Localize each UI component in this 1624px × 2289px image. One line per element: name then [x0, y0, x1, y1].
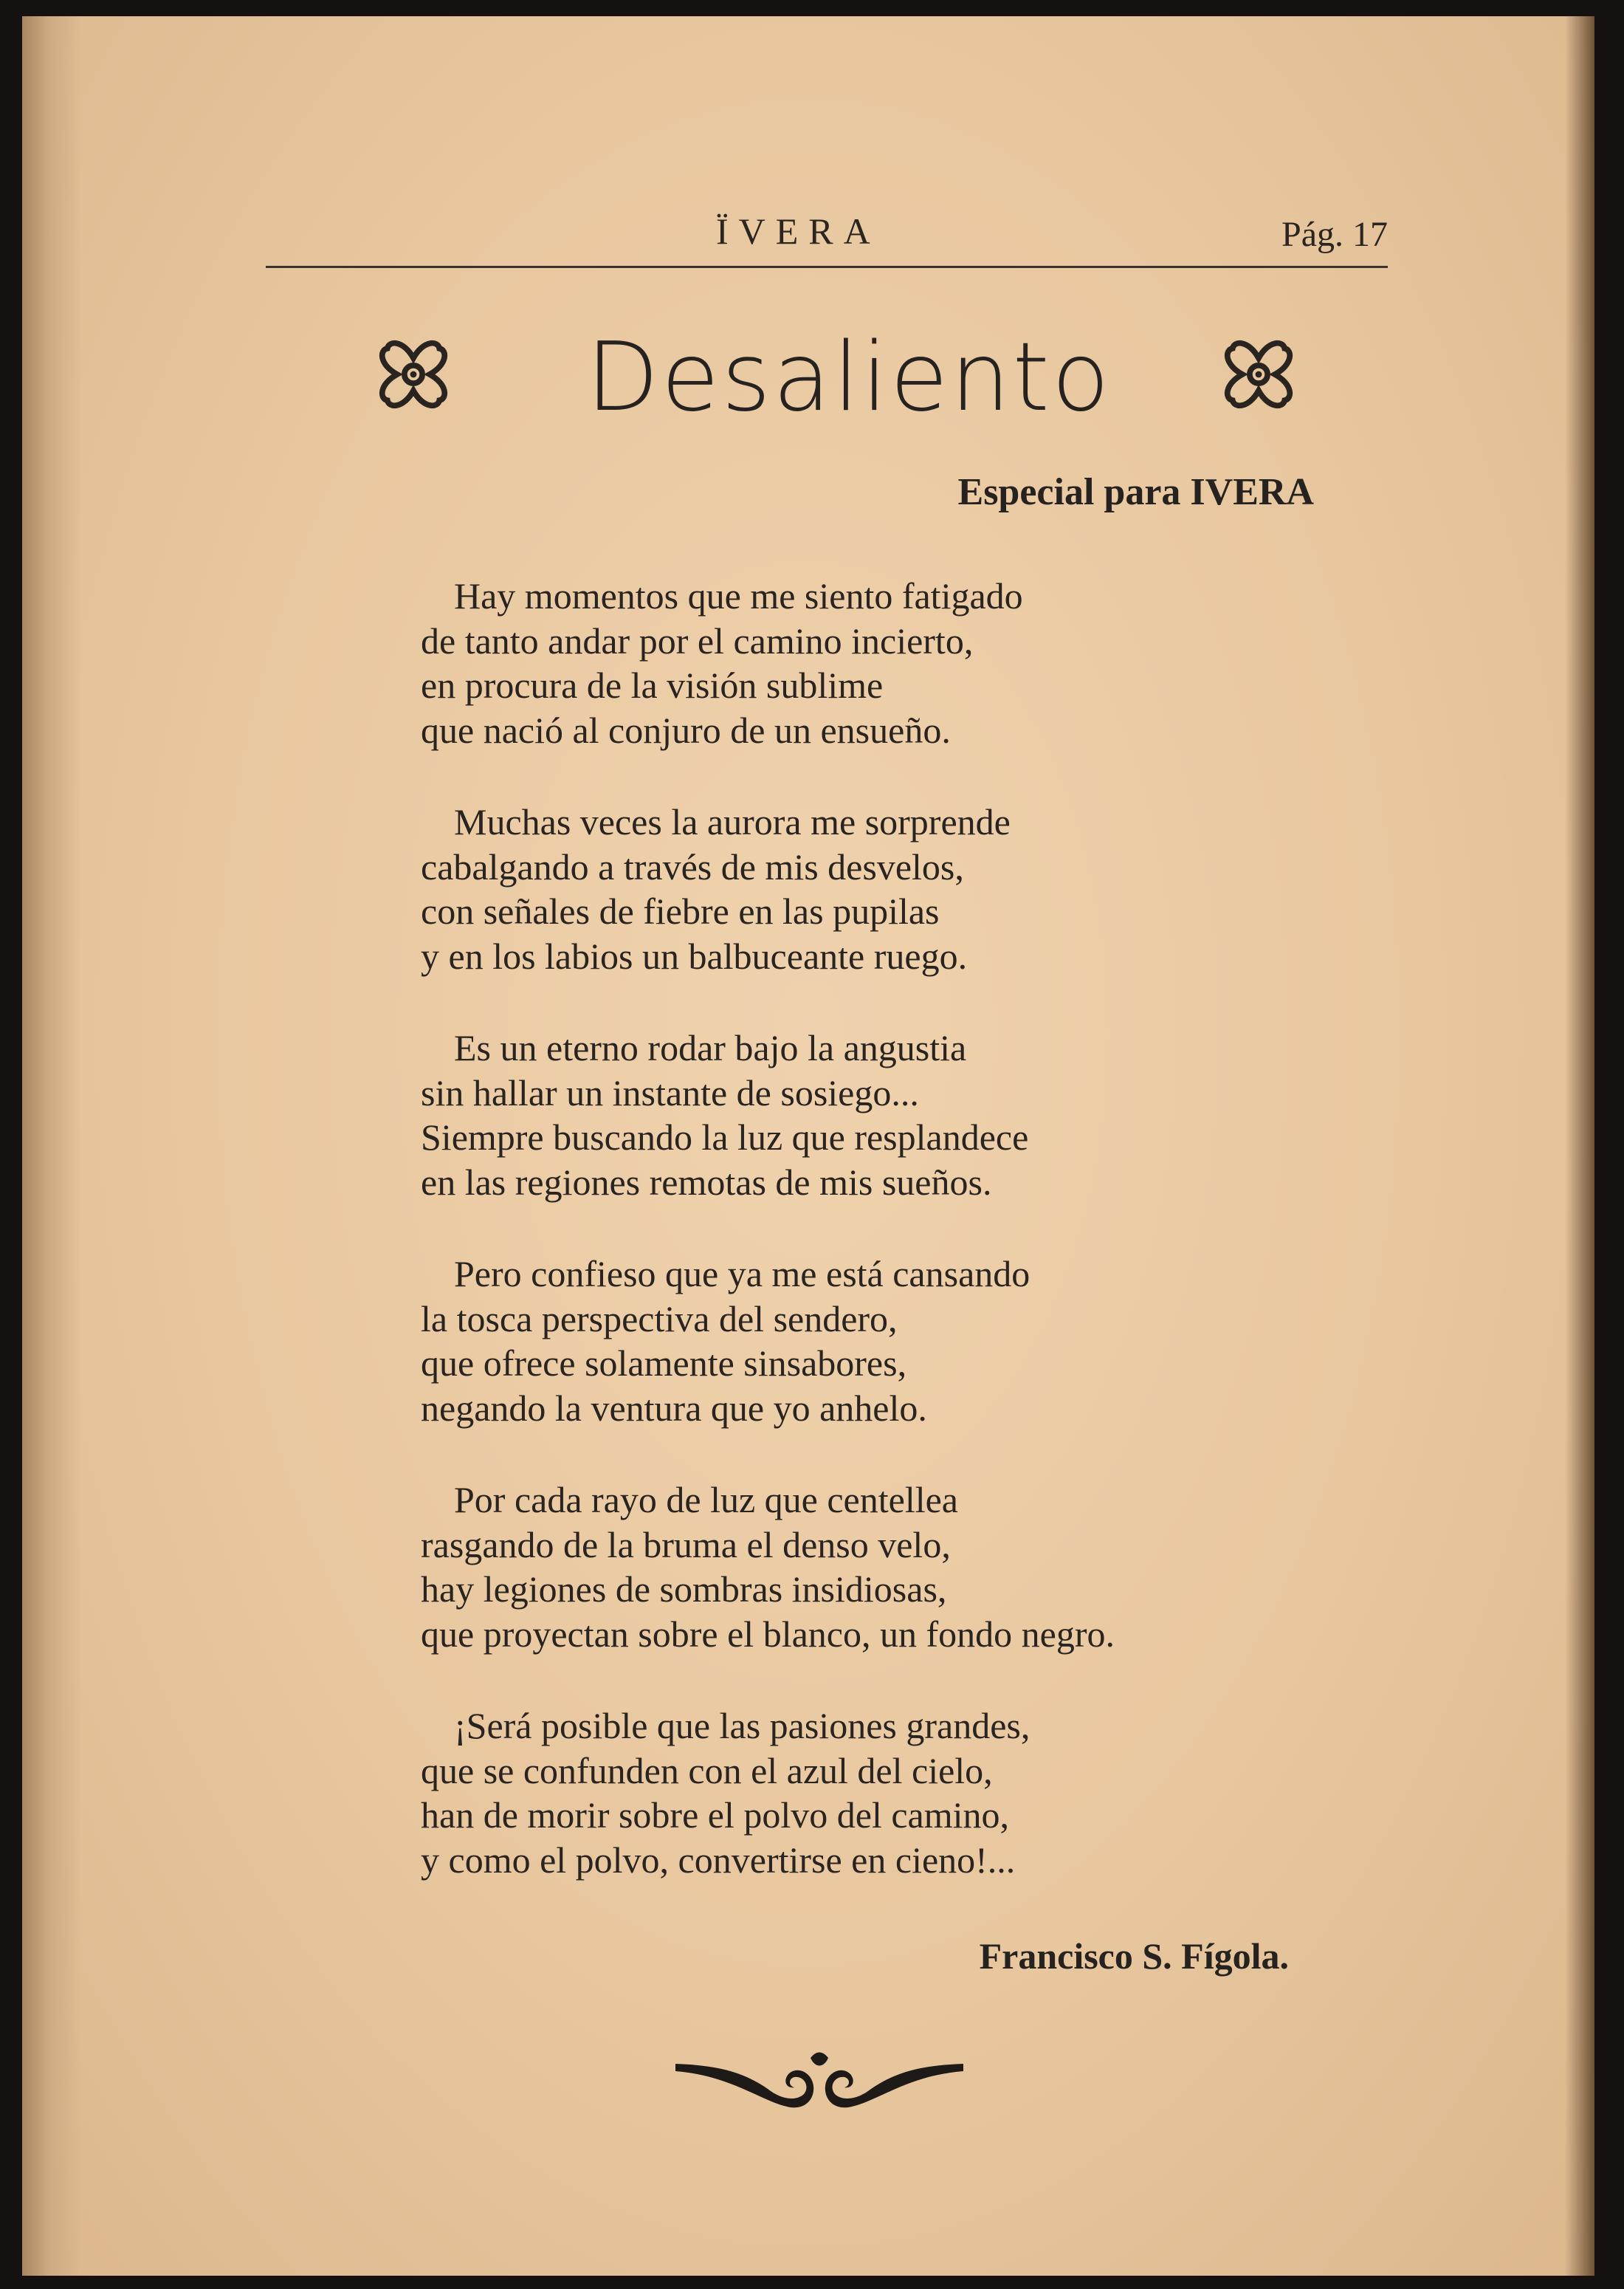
- verse-line: rasgando de la bruma el denso velo,: [421, 1523, 951, 1565]
- page-header: [266, 201, 1388, 275]
- stanza: [421, 1252, 1380, 1430]
- verse-line: que proyectan sobre el blanco, un fondo negro.: [421, 1613, 1115, 1655]
- verse-line: han de morir sobre el polvo del camino,: [421, 1794, 1009, 1836]
- page-number: Pág. 17: [1281, 215, 1388, 254]
- running-head: ÏVERA: [716, 210, 881, 252]
- verse-line: en las regiones remotas de mis sueños.: [421, 1161, 992, 1203]
- verse-line: negando la ventura que yo anhelo.: [421, 1387, 927, 1429]
- stanza: [421, 800, 1380, 978]
- verse-line: ¡Será posible que las pasiones grandes,: [454, 1705, 1031, 1746]
- verse-line: que ofrece solamente sinsabores,: [421, 1342, 907, 1384]
- verse-line: Pero confieso que ya me está cansando: [454, 1253, 1031, 1294]
- verse-line: hay legiones de sombras insidiosas,: [421, 1568, 947, 1610]
- quatrefoil-ornament-icon: [373, 334, 454, 415]
- scroll-tailpiece-icon: [668, 2043, 971, 2110]
- stanza: [421, 1026, 1380, 1204]
- page-binding-shadow: [22, 16, 81, 2276]
- dedication: Especial para IVERA: [957, 471, 1314, 513]
- verse-line: Es un eterno rodar bajo la angustia: [454, 1027, 967, 1068]
- verse-line: que nació al conjuro de un ensueño.: [421, 709, 951, 751]
- verse-line: Siempre buscando la luz que resplandece: [421, 1116, 1029, 1158]
- verse-line: sin hallar un instante de sosiego...: [421, 1071, 919, 1113]
- verse-line: y en los labios un balbuceante ruego.: [421, 935, 968, 977]
- book-page: [22, 16, 1594, 2276]
- quatrefoil-ornament-icon: [1218, 334, 1299, 415]
- title-row: [347, 323, 1336, 433]
- poem-body: [421, 574, 1380, 1929]
- stanza: [421, 1478, 1380, 1656]
- verse-line: cabalgando a través de mis desvelos,: [421, 845, 964, 888]
- header-rule: [266, 266, 1388, 268]
- verse-line: Por cada rayo de luz que centellea: [454, 1479, 958, 1520]
- verse-line: en procura de la visión sublime: [421, 665, 884, 706]
- verse-line: la tosca perspectiva del sendero,: [421, 1297, 898, 1339]
- author-signature: Francisco S. Fígola.: [979, 1935, 1289, 1977]
- verse-line: con señales de fiebre en las pupilas: [421, 890, 940, 932]
- poem-title: Desaliento: [586, 323, 1112, 433]
- stanza: [421, 1703, 1380, 1882]
- page-edge-shadow: [1565, 16, 1594, 2276]
- verse-line: Muchas veces la aurora me sorprende: [454, 801, 1011, 842]
- verse-line: Hay momentos que me siento fatigado: [454, 575, 1023, 617]
- verse-line: de tanto andar por el camino incierto,: [421, 620, 974, 662]
- verse-line: que se confunden con el azul del cielo,: [421, 1749, 993, 1791]
- verse-line: y como el polvo, convertirse en cieno!...: [421, 1839, 1016, 1881]
- stanza: [421, 574, 1380, 752]
